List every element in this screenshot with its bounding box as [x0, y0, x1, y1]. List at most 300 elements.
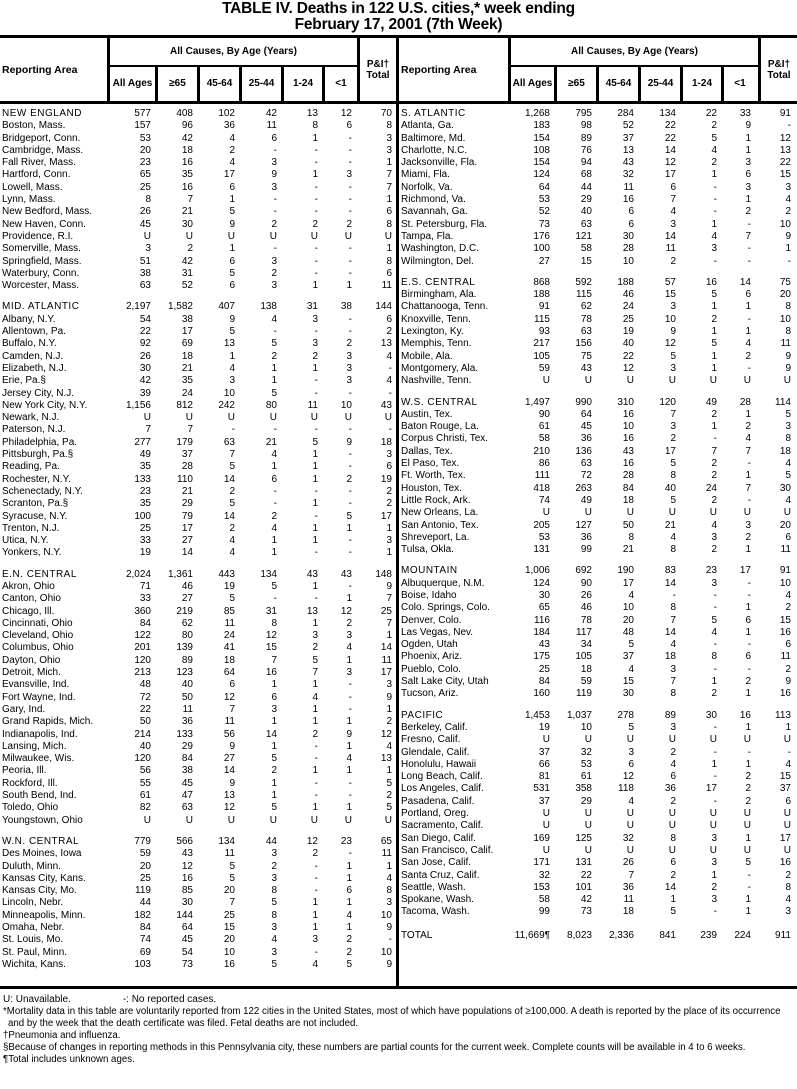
- cell-1-24: 1: [312, 498, 318, 510]
- cell-under-1: -: [348, 691, 352, 703]
- cell-reporting-area: Toledo, Ohio: [2, 802, 59, 814]
- col-header-ge65: ≥65: [557, 67, 599, 101]
- table-row: [0, 606, 396, 618]
- cell-25-44: 5: [271, 897, 277, 909]
- cell-ge65: 36: [580, 531, 592, 543]
- cell-25-44: 31: [265, 605, 277, 617]
- page-title: [0, 0, 797, 33]
- cell-ge65: U: [584, 820, 592, 832]
- cell-45-64: U: [626, 808, 634, 820]
- cell-45-64: U: [227, 412, 235, 424]
- cell-1-24: 239: [700, 929, 717, 941]
- cell-reporting-area: New Orleans, La.: [401, 507, 479, 519]
- cell-all-ages: 1,006: [524, 565, 550, 577]
- cell-reporting-area: Norfolk, Va.: [401, 181, 453, 193]
- cell-under-1: 33: [739, 108, 751, 119]
- cell-1-24: 31: [306, 301, 318, 313]
- cell-pi-total: 10: [779, 577, 791, 589]
- cell-reporting-area: Des Moines, Iowa: [2, 848, 82, 860]
- cell-under-1: U: [743, 734, 751, 746]
- cell-45-64: 27: [223, 753, 235, 765]
- cell-25-44: 8: [670, 470, 676, 482]
- cell-all-ages: 38: [139, 267, 151, 279]
- cell-all-ages: 103: [134, 958, 151, 970]
- cell-1-24: 3: [312, 313, 318, 325]
- cell-reporting-area: Chicago, Ill.: [2, 605, 55, 617]
- cell-pi-total: 9: [785, 350, 791, 362]
- cell-ge65: 18: [181, 144, 193, 156]
- cell-25-44: 2: [670, 795, 676, 807]
- cell-all-ages: 157: [134, 120, 151, 132]
- cell-reporting-area: Fresno, Calif.: [401, 734, 461, 746]
- cell-reporting-area: E.N. CENTRAL: [2, 568, 77, 580]
- cell-45-64: 5: [628, 721, 634, 733]
- cell-all-ages: 23: [139, 157, 151, 169]
- cell-all-ages: 1,156: [125, 399, 151, 411]
- cell-45-64: 6: [229, 280, 235, 292]
- cell-25-44: 1: [271, 461, 277, 473]
- cell-under-1: 1: [745, 602, 751, 614]
- cell-pi-total: 11: [381, 654, 392, 666]
- cell-reporting-area: Duluth, Minn.: [2, 860, 61, 872]
- table-row: [399, 243, 797, 255]
- cell-under-1: 1: [745, 906, 751, 918]
- cell-25-44: 4: [670, 758, 676, 770]
- cell-45-64: U: [626, 375, 634, 387]
- table-row: [0, 268, 396, 280]
- cell-45-64: 7: [229, 449, 235, 461]
- cell-1-24: 30: [705, 709, 717, 721]
- cell-ge65: 89: [181, 654, 193, 666]
- cell-ge65: 12: [181, 860, 193, 872]
- table-row: [399, 882, 797, 894]
- cell-reporting-area: Tampa, Fla.: [401, 230, 454, 242]
- cell-ge65: 85: [181, 885, 193, 897]
- cell-pi-total: 4: [785, 758, 791, 770]
- cell-ge65: 53: [580, 758, 592, 770]
- cell-pi-total: 65: [380, 835, 392, 847]
- pi-total-header-line1: P&I†: [767, 58, 791, 70]
- region-row: [399, 710, 797, 722]
- cell-1-24: 1: [312, 765, 318, 777]
- region-row: [399, 565, 797, 577]
- cell-all-ages: 25: [139, 522, 151, 534]
- cell-under-1: -: [348, 790, 352, 802]
- table-row: [0, 461, 396, 473]
- cell-all-ages: 45: [139, 218, 151, 230]
- cell-under-1: 2: [346, 473, 352, 485]
- table-row: [0, 486, 396, 498]
- cell-45-64: 134: [218, 835, 235, 847]
- cell-45-64: 22: [622, 350, 634, 362]
- cell-reporting-area: Jersey City, N.J.: [2, 387, 75, 399]
- cell-under-1: 4: [745, 338, 751, 350]
- cell-ge65: 58: [580, 243, 592, 255]
- table-body-left: [0, 104, 396, 971]
- cell-ge65: 94: [580, 157, 592, 169]
- table-row: [0, 437, 396, 449]
- cell-under-1: 7: [745, 445, 751, 457]
- cell-ge65: 43: [580, 362, 592, 374]
- cell-45-64: 1: [229, 350, 235, 362]
- cell-under-1: -: [348, 547, 352, 559]
- cell-45-64: 2,336: [608, 929, 634, 941]
- cell-ge65: U: [584, 507, 592, 519]
- cell-under-1: 2: [745, 771, 751, 783]
- table-row: [399, 870, 797, 882]
- cell-all-ages: 53: [139, 132, 151, 144]
- cell-45-64: 10: [223, 387, 235, 399]
- cell-under-1: U: [743, 808, 751, 820]
- cell-1-24: -: [314, 885, 318, 897]
- table-row: [0, 630, 396, 642]
- cell-45-64: 6: [628, 758, 634, 770]
- cell-under-1: 2: [745, 783, 751, 795]
- cell-25-44: 3: [271, 703, 277, 715]
- cell-pi-total: 7: [386, 181, 392, 193]
- cell-under-1: -: [747, 255, 751, 267]
- cell-25-44: 7: [670, 408, 676, 420]
- table-row: [0, 741, 396, 753]
- cell-ge65: 64: [580, 408, 592, 420]
- cell-all-ages: 66: [538, 758, 550, 770]
- cell-45-64: -: [231, 424, 235, 436]
- cell-all-ages: 19: [139, 547, 151, 559]
- cell-25-44: -: [273, 194, 277, 206]
- table-row: [0, 326, 396, 338]
- cell-pi-total: 30: [779, 482, 791, 494]
- cell-ge65: 80: [181, 630, 193, 642]
- cell-all-ages: 277: [134, 436, 151, 448]
- cell-under-1: -: [348, 267, 352, 279]
- cell-under-1: 1: [346, 922, 352, 933]
- cell-under-1: 6: [745, 289, 751, 301]
- cell-25-44: 2: [670, 433, 676, 445]
- cell-45-64: 43: [622, 445, 634, 457]
- cell-45-64: 15: [223, 922, 235, 933]
- cell-under-1: 1: [745, 326, 751, 338]
- cell-45-64: 30: [622, 230, 634, 242]
- footnote-unknown-ages: ¶Total includes unknown ages.: [3, 1053, 135, 1065]
- cell-under-1: 38: [340, 301, 352, 313]
- cell-pi-total: U: [783, 734, 791, 746]
- table-row: [0, 169, 396, 181]
- cell-under-1: U: [344, 230, 352, 242]
- cell-ge65: 566: [176, 835, 193, 847]
- cell-pi-total: 5: [785, 408, 791, 420]
- cell-under-1: -: [348, 461, 352, 473]
- cell-25-44: 9: [670, 326, 676, 338]
- cell-pi-total: 6: [785, 531, 791, 543]
- table-row: [399, 470, 797, 482]
- cell-under-1: -: [747, 589, 751, 601]
- cell-all-ages: 205: [533, 519, 550, 531]
- cell-under-1: 28: [739, 396, 751, 408]
- cell-reporting-area: Kansas City, Mo.: [2, 885, 77, 897]
- cell-25-44: 2: [271, 860, 277, 872]
- cell-1-24: 3: [711, 243, 717, 255]
- region-block: [399, 277, 797, 388]
- cell-1-24: -: [314, 946, 318, 958]
- cell-25-44: 40: [664, 482, 676, 494]
- cell-all-ages: 182: [134, 909, 151, 921]
- cell-25-44: 3: [670, 721, 676, 733]
- cell-pi-total: 3: [386, 679, 392, 691]
- cell-all-ages: 22: [139, 326, 151, 338]
- cell-pi-total: 7: [386, 169, 392, 181]
- cell-all-ages: 74: [139, 934, 151, 946]
- table-row: [0, 474, 396, 486]
- cell-under-1: 6: [745, 614, 751, 626]
- cell-45-64: 310: [617, 396, 634, 408]
- cell-pi-total: U: [783, 820, 791, 832]
- cell-reporting-area: Miami, Fla.: [401, 169, 450, 181]
- cell-45-64: 48: [622, 626, 634, 638]
- cell-1-24: U: [310, 230, 318, 242]
- cell-45-64: 7: [229, 897, 235, 909]
- table-row: [0, 351, 396, 363]
- cell-all-ages: 153: [533, 881, 550, 893]
- cell-pi-total: 1: [386, 703, 392, 715]
- cell-under-1: -: [747, 458, 751, 470]
- cell-25-44: U: [668, 734, 676, 746]
- cell-ge65: 110: [177, 473, 193, 485]
- cell-reporting-area: Detroit, Mich.: [2, 667, 61, 679]
- cell-reporting-area: Phoenix, Ariz.: [401, 651, 463, 663]
- cell-ge65: 42: [181, 255, 193, 267]
- cell-45-64: 16: [622, 458, 634, 470]
- cell-ge65: 11: [182, 703, 193, 715]
- table-row: [0, 873, 396, 885]
- footnote-pneumonia: †Pneumonia and influenza.: [3, 1029, 121, 1041]
- cell-1-24: 4: [711, 230, 717, 242]
- cell-1-24: -: [713, 906, 717, 918]
- cell-ge65: 408: [176, 108, 193, 119]
- cell-reporting-area: Trenton, N.J.: [2, 522, 60, 534]
- cell-reporting-area: Baltimore, Md.: [401, 132, 466, 144]
- cell-reporting-area: Elizabeth, N.J.: [2, 362, 67, 374]
- cell-all-ages: 2,024: [125, 568, 151, 580]
- cell-under-1: 1: [346, 765, 352, 777]
- cell-1-24: -: [713, 433, 717, 445]
- footnote-mortality: *Mortality data in this table are voluntarily reported from 122 cities in the United States, most of which have populations of ≥100,000. A death is reported by the place of its occurrence and by the week that the death certificate was filed. Fetal deaths are not included.: [3, 1006, 781, 1029]
- cell-under-1: 2: [346, 617, 352, 629]
- cell-25-44: 1: [271, 716, 277, 728]
- cell-ge65: 18: [580, 663, 592, 675]
- cell-ge65: 76: [580, 144, 592, 156]
- cell-under-1: -: [348, 144, 352, 156]
- cell-under-1: 224: [734, 929, 751, 941]
- table-row: [399, 747, 797, 759]
- table-row: [399, 759, 797, 771]
- cell-pi-total: 3: [785, 421, 791, 433]
- cell-all-ages: 72: [139, 691, 151, 703]
- cell-25-44: 21: [664, 519, 676, 531]
- cell-pi-total: 12: [380, 728, 392, 740]
- cell-25-44: U: [668, 820, 676, 832]
- cell-pi-total: 4: [386, 872, 392, 884]
- cell-ge65: 64: [181, 922, 193, 933]
- cell-25-44: 8: [271, 909, 277, 921]
- cell-all-ages: 93: [538, 326, 550, 338]
- cell-1-24: 1: [312, 473, 318, 485]
- cell-under-1: 2: [346, 218, 352, 230]
- cell-25-44: 841: [659, 929, 676, 941]
- cell-45-64: 32: [622, 169, 634, 181]
- table-row: [399, 833, 797, 845]
- cell-ge65: 812: [176, 399, 193, 411]
- table-row: [0, 523, 396, 535]
- cell-45-64: 5: [229, 461, 235, 473]
- table-row: [399, 771, 797, 783]
- cell-reporting-area: Lexington, Ky.: [401, 326, 464, 338]
- cell-under-1: -: [348, 777, 352, 789]
- table-row: [399, 808, 797, 820]
- cell-all-ages: 69: [139, 946, 151, 958]
- cell-45-64: 52: [622, 120, 634, 132]
- cell-pi-total: 15: [779, 169, 791, 181]
- cell-1-24: 4: [312, 958, 318, 970]
- cell-25-44: 3: [670, 663, 676, 675]
- cell-25-44: 22: [664, 120, 676, 132]
- cell-ge65: 49: [580, 494, 592, 506]
- cell-all-ages: 40: [139, 740, 151, 752]
- cell-pi-total: 15: [779, 614, 791, 626]
- cell-pi-total: 3: [386, 449, 392, 461]
- cell-reporting-area: San Antonio, Tex.: [401, 519, 479, 531]
- cell-under-1: 1: [745, 721, 751, 733]
- region-row: [0, 569, 396, 581]
- region-row: [399, 277, 797, 289]
- cell-ge65: 45: [181, 934, 193, 946]
- cell-pi-total: 17: [380, 510, 392, 522]
- cell-all-ages: 86: [538, 458, 550, 470]
- cell-45-64: 37: [622, 651, 634, 663]
- cell-reporting-area: Waterbury, Conn.: [2, 267, 80, 279]
- cell-reporting-area: San Diego, Calif.: [401, 832, 477, 844]
- cell-under-1: -: [747, 243, 751, 255]
- cell-all-ages: 74: [538, 494, 550, 506]
- cell-ge65: 7: [187, 424, 193, 436]
- cell-1-24: 2: [312, 350, 318, 362]
- cell-25-44: 2: [271, 267, 277, 279]
- cell-under-1: 3: [346, 169, 352, 181]
- region-block: [399, 565, 797, 700]
- table-header-right: [399, 38, 797, 104]
- cell-ge65: 72: [580, 470, 592, 482]
- cell-all-ages: 122: [134, 630, 151, 642]
- cell-all-ages: 43: [538, 639, 550, 651]
- cell-under-1: 3: [745, 519, 751, 531]
- cell-1-24: 24: [705, 482, 717, 494]
- table-row: [399, 194, 797, 206]
- cell-all-ages: 20: [139, 860, 151, 872]
- cell-reporting-area: Boise, Idaho: [401, 589, 457, 601]
- cell-45-64: 11: [224, 848, 235, 860]
- cell-pi-total: 75: [779, 276, 791, 288]
- cell-all-ages: U: [542, 820, 550, 832]
- cell-under-1: 14: [739, 276, 751, 288]
- cell-all-ages: U: [542, 844, 550, 856]
- cell-ge65: 24: [181, 387, 193, 399]
- col-header-under-1: <1: [335, 77, 347, 89]
- cell-pi-total: 6: [785, 795, 791, 807]
- cell-pi-total: U: [384, 230, 392, 242]
- cell-reporting-area: Bridgeport, Conn.: [2, 132, 81, 144]
- cell-pi-total: 4: [785, 494, 791, 506]
- cell-reporting-area: W.S. CENTRAL: [401, 396, 478, 408]
- col-header-25-44: 25-44: [242, 67, 284, 101]
- cell-25-44: 3: [271, 280, 277, 292]
- cell-45-64: 4: [229, 132, 235, 144]
- cell-pi-total: 6: [386, 267, 392, 279]
- cell-pi-total: 10: [380, 946, 392, 958]
- cell-45-64: 30: [622, 688, 634, 700]
- cell-reporting-area: Houston, Tex.: [401, 482, 462, 494]
- cell-pi-total: 91: [779, 565, 791, 577]
- cell-pi-total: 20: [779, 289, 791, 301]
- table-legend: [0, 994, 797, 1005]
- cell-pi-total: 1: [386, 157, 392, 169]
- cell-25-44: 3: [271, 872, 277, 884]
- cell-ge65: U: [584, 734, 592, 746]
- cell-all-ages: 124: [533, 577, 550, 589]
- cell-45-64: 17: [223, 169, 235, 181]
- cell-1-24: 2: [711, 458, 717, 470]
- table-row: [399, 722, 797, 734]
- cell-pi-total: 911: [775, 929, 791, 941]
- cell-pi-total: 22: [779, 157, 791, 169]
- cell-reporting-area: Camden, N.J.: [2, 350, 64, 362]
- cell-under-1: 1: [745, 194, 751, 206]
- cell-45-64: 5: [229, 593, 235, 605]
- cell-1-24: 8: [711, 651, 717, 663]
- cell-ge65: 263: [575, 482, 592, 494]
- cell-under-1: 3: [346, 350, 352, 362]
- cell-reporting-area: E.S. CENTRAL: [401, 276, 476, 288]
- cell-1-24: -: [713, 663, 717, 675]
- cell-pi-total: 1: [785, 721, 791, 733]
- cell-ge65: 131: [575, 857, 592, 869]
- cell-all-ages: 37: [538, 746, 550, 758]
- cell-25-44: 5: [670, 350, 676, 362]
- cell-all-ages: 53: [538, 531, 550, 543]
- cell-45-64: 102: [218, 108, 235, 119]
- cell-reporting-area: Dayton, Ohio: [2, 654, 61, 666]
- cell-1-24: 2: [711, 470, 717, 482]
- cell-reporting-area: South Bend, Ind.: [2, 790, 77, 802]
- cell-all-ages: 42: [139, 375, 151, 387]
- cell-pi-total: U: [783, 844, 791, 856]
- pi-total-header: [758, 38, 797, 101]
- cell-under-1: -: [747, 218, 751, 230]
- cell-pi-total: 8: [785, 326, 791, 338]
- cell-1-24: -: [314, 790, 318, 802]
- cell-25-44: 7: [670, 194, 676, 206]
- cell-ge65: 28: [181, 461, 193, 473]
- cell-under-1: -: [348, 485, 352, 497]
- cell-pi-total: 17: [779, 832, 791, 844]
- cell-ge65: 89: [580, 132, 592, 144]
- cell-25-44: -: [273, 243, 277, 255]
- cell-all-ages: 35: [139, 498, 151, 510]
- cell-all-ages: 90: [538, 408, 550, 420]
- cell-reporting-area: Denver, Colo.: [401, 614, 462, 626]
- cell-reporting-area: Albuquerque, N.M.: [401, 577, 485, 589]
- cell-reporting-area: Glendale, Calif.: [401, 746, 470, 758]
- cell-reporting-area: Pasadena, Calif.: [401, 795, 475, 807]
- cell-under-1: U: [344, 814, 352, 826]
